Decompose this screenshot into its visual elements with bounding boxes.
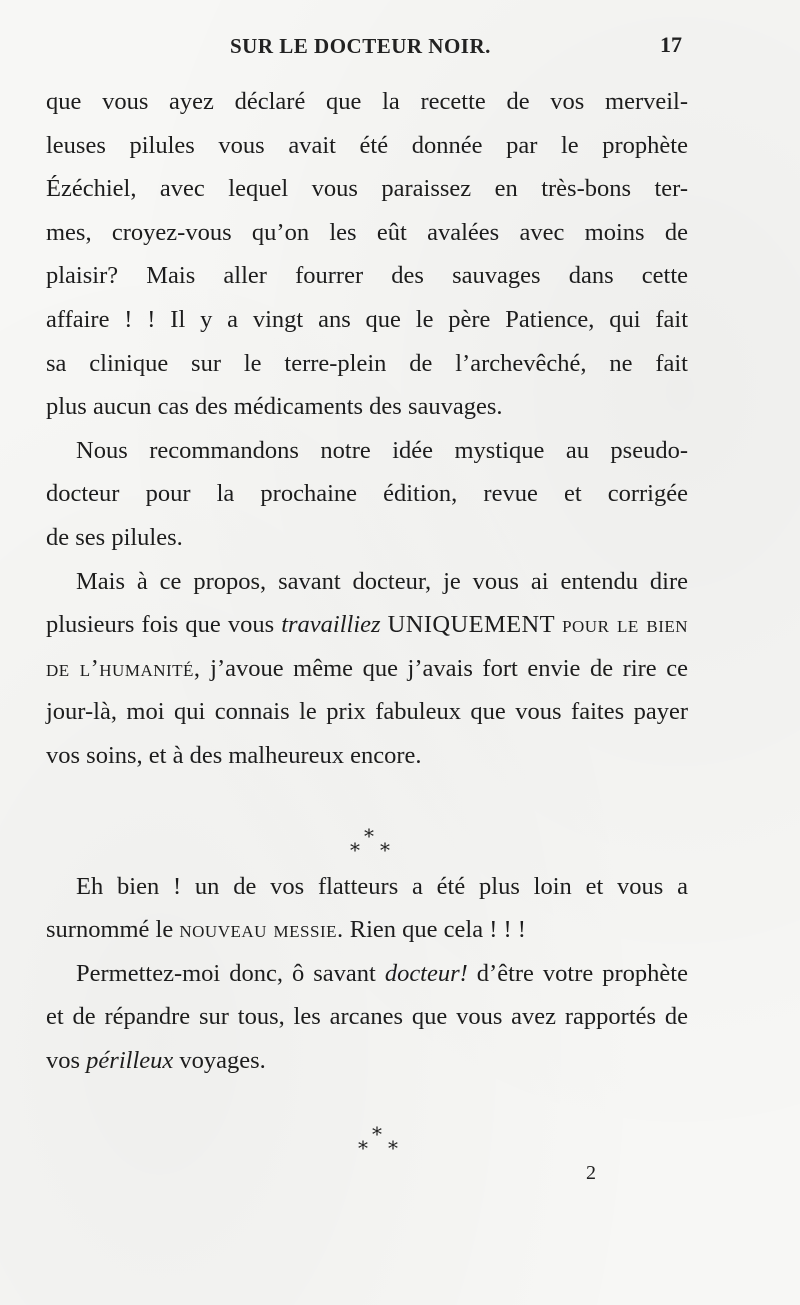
asterism-star-right: *	[388, 1136, 398, 1160]
paragraph-1-line: plaisir? Mais aller fourrer des sauvages dans cette	[46, 262, 688, 290]
paragraph-5	[46, 952, 688, 1083]
paragraph-2-line: docteur pour la prochaine édition, revue et corrigée	[46, 480, 688, 508]
asterism-star-top: *	[372, 1122, 382, 1146]
paragraph-5-italic-1: docteur!	[384, 959, 468, 987]
paragraph-3-text-b: j’avoue même que j’avais fort envie de rire ce jour-là, moi qui connais le prix fabuleux que vous faites payer vos soins, et à des malheureux encore.	[46, 654, 689, 769]
paragraph-1-line: mes, croyez-vous qu’on les eût avalées avec moins de	[46, 218, 688, 246]
paragraph-2	[46, 429, 688, 560]
paragraph-1-line: affaire ! ! Il y a vingt ans que le père Patience, qui fait	[46, 305, 688, 333]
asterism-star-top: *	[364, 824, 374, 848]
paragraph-1	[46, 80, 688, 429]
paragraph-2-line: de ses pilules.	[46, 523, 183, 551]
paragraph-5-text-c: voyages.	[173, 1046, 266, 1074]
paragraph-5-text-a: Permettez-moi donc, ô savant	[76, 959, 385, 987]
asterism-divider-end	[356, 1124, 416, 1160]
paragraph-5-text-b: d’être votre prophète et de répandre sur tous, les arcanes que vous avez rapportés de vos	[46, 959, 688, 1074]
paragraph-4-text-b: Rien que cela ! ! !	[343, 916, 526, 944]
paragraph-4-text-a: Eh bien ! un de vos flatteurs a été plus loin et vous a surnommé le	[46, 872, 688, 944]
paragraph-2-line: Nous recommandons notre idée mystique au pseudo-	[76, 436, 688, 464]
running-head: SUR LE DOCTEUR NOIR.	[230, 34, 491, 58]
paragraph-3-caps: UNIQUEMENT	[387, 611, 555, 639]
paragraph-3-italic: travailliez	[281, 611, 381, 639]
paragraph-1-line: leuses pilules vous avait été donnée par le prophète	[46, 131, 688, 159]
asterism-star-left: *	[358, 1136, 368, 1160]
paragraph-4-small-caps: nouveau messie.	[179, 916, 344, 944]
asterism-divider	[348, 826, 408, 862]
asterism-star-right: *	[380, 838, 390, 862]
paragraph-1-line: plus aucun cas des médicaments des sauvages.	[46, 393, 503, 421]
page-number: 17	[660, 32, 682, 57]
text-block	[46, 80, 688, 1082]
paragraph-3-small-caps: pour le bien de l’humanité,	[46, 611, 689, 682]
paragraph-3	[46, 560, 688, 778]
paragraph-1-line: sa clinique sur le terre-plein de l’archevêché, ne fait	[46, 349, 688, 377]
asterism-star-left: *	[350, 838, 360, 862]
signature-mark: 2	[586, 1162, 596, 1184]
paragraph-1-line: que vous ayez déclaré que la recette de vos merveil-	[46, 88, 688, 115]
paragraph-3-text-a: Mais à ce propos, savant docteur, je vous ai entendu dire plusieurs fois que vous	[46, 567, 688, 639]
paragraph-5-italic-2: périlleux	[86, 1046, 174, 1074]
paragraph-4	[46, 865, 688, 952]
paragraph-1-line: Ézéchiel, avec lequel vous paraissez en très-bons ter-	[46, 175, 688, 203]
